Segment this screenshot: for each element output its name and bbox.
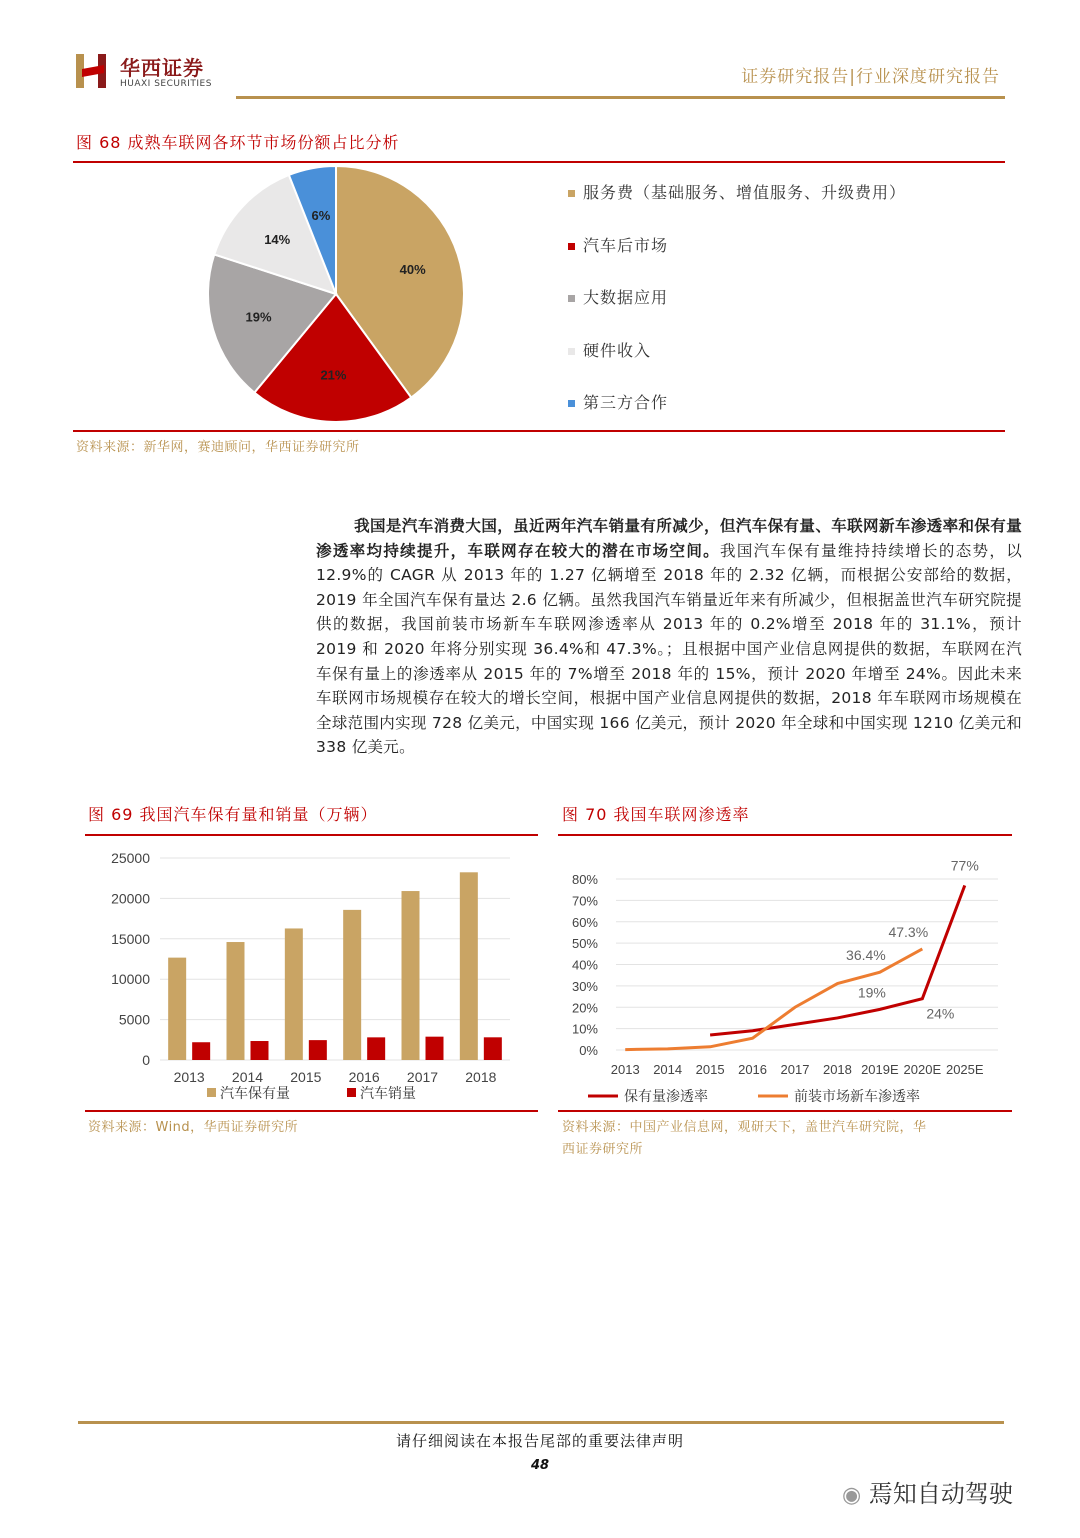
line-x-tick: 2025E — [945, 1062, 984, 1077]
line-x-tick: 2013 — [610, 1062, 640, 1077]
watermark — [842, 1474, 1013, 1509]
bar-mark — [285, 928, 303, 1060]
pie-legend-item — [568, 180, 906, 233]
bar-y-tick: 0 — [142, 1052, 150, 1068]
line-y-tick: 0% — [579, 1043, 598, 1058]
bar-mark — [251, 1041, 269, 1060]
pie-legend-item — [568, 285, 906, 338]
line-y-tick: 30% — [571, 978, 598, 994]
bar-mark — [343, 910, 361, 1060]
legend-label: 硬件收入 — [583, 340, 652, 360]
line-y-tick: 10% — [571, 1021, 598, 1037]
line-y-tick: 40% — [571, 957, 598, 973]
bar-mark — [192, 1042, 210, 1060]
footer-rule — [78, 1421, 1004, 1424]
fig70-title: 图 70 我国车联网渗透率 — [562, 805, 750, 824]
huaxi-logo-icon — [76, 52, 110, 90]
watermark-text: 焉知自动驾驶 — [868, 1480, 1013, 1508]
line-y-tick: 50% — [571, 936, 598, 952]
line-x-tick: 2014 — [653, 1062, 683, 1077]
legend-label: 汽车后市场 — [583, 235, 669, 255]
bar-legend-label: 汽车保有量 — [220, 1085, 290, 1101]
line-y-tick: 20% — [571, 1000, 598, 1016]
bar-x-tick: 2018 — [465, 1069, 497, 1085]
fig69-source: 资料来源：Wind，华西证券研究所 — [88, 1120, 299, 1135]
bar-mark — [484, 1037, 502, 1060]
line-data-label: 36.4% — [846, 947, 886, 964]
fig68-source: 资料来源：新华网，赛迪顾问，华西证券研究所 — [76, 440, 360, 455]
fig69-bar-chart — [85, 838, 538, 1108]
bar-x-tick: 2017 — [406, 1069, 439, 1085]
header-rule — [236, 96, 1005, 99]
bar-y-tick: 20000 — [111, 890, 150, 907]
line-x-tick: 2016 — [738, 1062, 768, 1077]
line-x-tick: 2017 — [780, 1062, 810, 1077]
paragraph-body: 我国汽车保有量维持持续增长的态势，以12.9%的 CAGR 从 2013 年的 1.27 亿辆增至 2018 年的 2.32 亿辆，而根据公安部给的数据，2019 年全国汽车保有量达 2.6 亿辆。虽然我国汽车销量近年来有所减少，但根据盖世汽车研究院提供的数据，我国前装市场新车车联网渗透率从 2013 年的 0.2%增至 2018 年的 31.1%，预计 2019 和 2020 年将分别实现 36.4%和 47.3%。；且根据中国产业信息网提供的数据，车联网在汽车保有量上的渗透率从 2015 年的 7%增至 2018 年的 15%，预计 2020 年增至 24%。因此未来车联网市场规模存在较大的增长空间，根据中国产业信息网提供的数据，2018 年车联网市场规模在全球范围内实现 728 亿美元，中国实现 166 亿美元，预计 2020 年全球和中国实现 1210 亿美元和 338 亿美元。 — [316, 541, 1022, 757]
fig69-top-rule — [85, 834, 538, 836]
bar-mark — [367, 1037, 385, 1060]
bar-mark — [402, 891, 420, 1060]
bar-x-tick: 2015 — [290, 1069, 322, 1085]
line-x-tick: 2015 — [695, 1062, 725, 1077]
pie-value-label: 19% — [245, 309, 272, 325]
fig68-pie-chart — [180, 162, 500, 432]
bar-mark — [460, 872, 478, 1060]
line-data-label: 24% — [926, 1005, 955, 1022]
bar-y-tick: 25000 — [111, 850, 150, 866]
fig70-bottom-rule — [558, 1110, 1012, 1112]
fig69-bottom-rule — [85, 1110, 538, 1112]
bar-x-tick: 2013 — [173, 1069, 205, 1085]
pie-legend-item — [568, 390, 906, 443]
line-data-label: 47.3% — [888, 923, 929, 940]
legend-swatch — [568, 400, 575, 407]
paragraph-bold: 我国是汽车消费大国，虽近两年汽车销量有所减少，但汽车保有量、车联网新车渗透率和保有量渗透率均持续提升，车联网存在较大的潜在市场空间。 — [316, 517, 1022, 560]
bar-mark — [426, 1037, 444, 1060]
fig68-title: 图 68 成熟车联网各环节市场份额占比分析 — [76, 133, 400, 152]
legal-notice: 请仔细阅读在本报告尾部的重要法律声明 — [395, 1432, 684, 1450]
legend-swatch — [568, 190, 575, 197]
legend-label: 服务费（基础服务、增值服务、升级费用） — [583, 183, 907, 202]
fig70-source-line1: 资料来源：中国产业信息网，观研天下，盖世汽车研究院，华 — [562, 1120, 927, 1135]
line-data-label: 19% — [857, 984, 886, 1001]
legend-swatch — [568, 243, 575, 250]
line-legend-label: 前装市场新车渗透率 — [794, 1088, 920, 1104]
legend-swatch — [568, 295, 575, 302]
pie-value-label: 40% — [399, 262, 426, 278]
bar-y-tick: 10000 — [111, 971, 150, 988]
bar-legend-swatch — [347, 1088, 356, 1097]
fig70-top-rule — [558, 834, 1012, 836]
bar-y-tick: 15000 — [111, 930, 150, 947]
bar-y-tick: 5000 — [118, 1011, 150, 1028]
line-data-label: 77% — [950, 857, 979, 874]
pie-value-label: 6% — [311, 207, 331, 223]
line-y-tick: 70% — [571, 893, 598, 909]
report-type-title: 证券研究报告|行业深度研究报告 — [741, 67, 1000, 87]
line-x-tick: 2019E — [861, 1062, 899, 1077]
fig68-legend — [568, 180, 906, 443]
legend-swatch — [568, 348, 575, 355]
logo-text-en: HUAXI SECURITIES — [120, 79, 212, 89]
pie-legend-item — [568, 338, 906, 391]
wechat-icon: ◉ — [842, 1483, 862, 1508]
fig70-line-chart — [558, 838, 1012, 1108]
line-y-tick: 60% — [571, 914, 598, 930]
bar-mark — [309, 1040, 327, 1060]
pie-value-label: 14% — [264, 231, 291, 247]
bar-mark — [227, 942, 245, 1060]
page-number: 48 — [530, 1458, 550, 1473]
fig69-title: 图 69 我国汽车保有量和销量（万辆） — [88, 805, 378, 824]
bar-x-tick: 2016 — [348, 1069, 380, 1085]
fig70-source-line2: 西证券研究所 — [562, 1142, 644, 1157]
line-x-tick: 2020E — [903, 1062, 942, 1077]
bar-mark — [168, 958, 186, 1060]
pie-value-label: 21% — [320, 367, 347, 383]
logo-text-cn: 华西证券 — [120, 56, 204, 80]
bar-legend-label: 汽车销量 — [360, 1085, 416, 1101]
legend-label: 第三方合作 — [583, 393, 669, 412]
bar-x-tick: 2014 — [231, 1069, 264, 1085]
bar-legend-swatch — [207, 1088, 216, 1097]
line-legend-label: 保有量渗透率 — [624, 1088, 708, 1104]
fig68-bottom-rule — [73, 430, 1005, 432]
body-paragraph — [316, 514, 1022, 760]
line-x-tick: 2018 — [822, 1062, 852, 1077]
line-y-tick: 80% — [571, 872, 598, 887]
legend-label: 大数据应用 — [583, 288, 669, 307]
pie-legend-item — [568, 233, 906, 286]
